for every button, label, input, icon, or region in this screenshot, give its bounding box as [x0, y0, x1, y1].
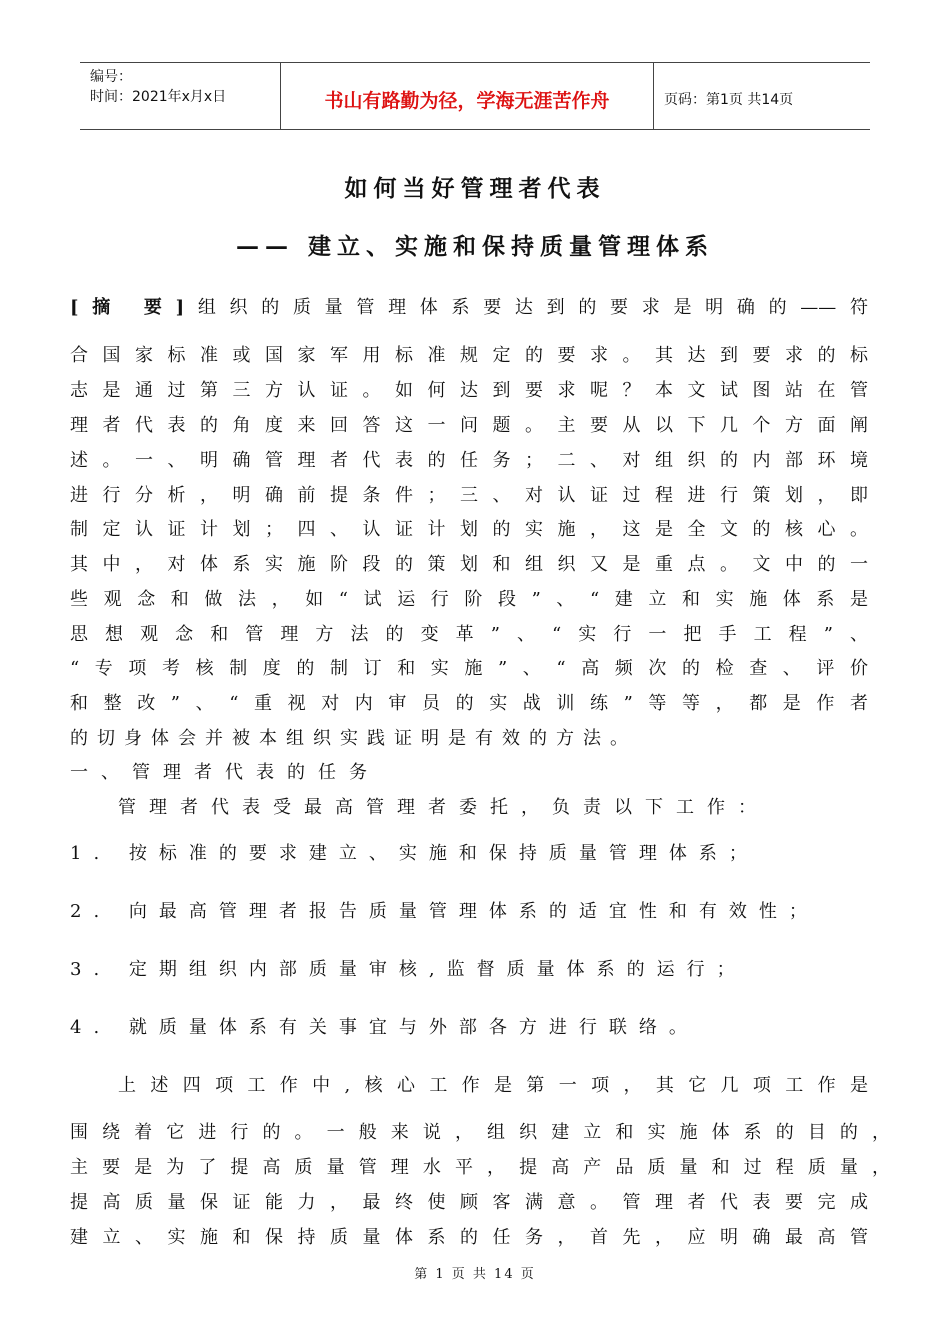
doc-number-label: 编号：	[90, 69, 132, 85]
paragraph-line: 主要是为了提高质量管理水平，提高产品质量和过程质量，	[70, 1157, 890, 1178]
abstract-line: 思想观念和管理方法的变革”、“实行一把手工程”、	[70, 624, 868, 645]
abstract-line: 的切身体会并被本组织实践证明是有效的方法。	[70, 728, 637, 749]
list-item: 1. 按标准的要求建立、实施和保持质量管理体系；	[70, 843, 759, 864]
list-item: 3. 定期组织内部质量审核,监督质量体系的运行；	[70, 959, 747, 980]
header-meta	[80, 63, 281, 129]
abstract-line: 制定认证计划；四、认证计划的实施，这是全文的核心。	[70, 519, 868, 540]
doc-time-label: 时间：2021年x月x日	[90, 89, 227, 105]
page-footer: 第 1 页 共 14 页	[414, 1267, 536, 1282]
paragraph-line: 上述四项工作中,核心工作是第一项，其它几项工作是	[118, 1075, 868, 1096]
paragraph-line: 建立、实施和保持质量体系的任务，首先，应明确最高管	[70, 1227, 868, 1248]
list-item: 2. 向最高管理者报告质量管理体系的适宜性和有效性；	[70, 901, 819, 922]
abstract-line: 志是通过第三方认证。如何达到要求呢？本文试图站在管	[70, 380, 868, 401]
abstract-line: 进行分析，明确前提条件；三、对认证过程进行策划，即	[70, 485, 868, 506]
abstract-line: 合国家标准或国家军用标准规定的要求。其达到要求的标	[70, 345, 868, 366]
abstract-line: [摘 要]组织的质量管理体系要达到的要求是明确的——符	[70, 297, 868, 318]
abstract-line: 述。一、明确管理者代表的任务；二、对组织的内部环境	[70, 450, 868, 471]
abstract-line: 和整改”、“重视对内审员的实战训练”等等，都是作者	[70, 693, 868, 714]
section-heading: 一、管理者代表的任务	[70, 762, 380, 783]
list-item: 4. 就质量体系有关事宜与外部各方进行联络。	[70, 1017, 699, 1038]
header-page-info: 页码：第1页 共14页	[664, 92, 794, 108]
abstract-line: 其中，对体系实施阶段的策划和组织又是重点。文中的一	[70, 554, 868, 575]
doc-subtitle: —— 建立、实施和保持质量管理体系	[235, 233, 714, 260]
abstract-line: 些观念和做法，如“试运行阶段”、“建立和实施体系是	[70, 589, 868, 610]
abstract-line: “专项考核制度的制订和实施”、“高频次的检查、评价	[70, 658, 868, 679]
header-motto: 书山有路勤为径，学海无涯苦作舟	[281, 63, 654, 129]
abstract-line: 理者代表的角度来回答这一问题。主要从以下几个方面阐	[70, 415, 868, 436]
paragraph-line: 提高质量保证能力，最终使顾客满意。管理者代表要完成	[70, 1192, 868, 1213]
doc-title: 如何当好管理者代表	[344, 175, 606, 202]
abstract-label: [摘 要]	[70, 297, 185, 318]
section-intro: 管理者代表受最高管理者委托，负责以下工作：	[118, 797, 769, 818]
page-header	[80, 62, 870, 130]
paragraph-line: 围绕着它进行的。一般来说，组织建立和实施体系的目的，	[70, 1122, 890, 1143]
